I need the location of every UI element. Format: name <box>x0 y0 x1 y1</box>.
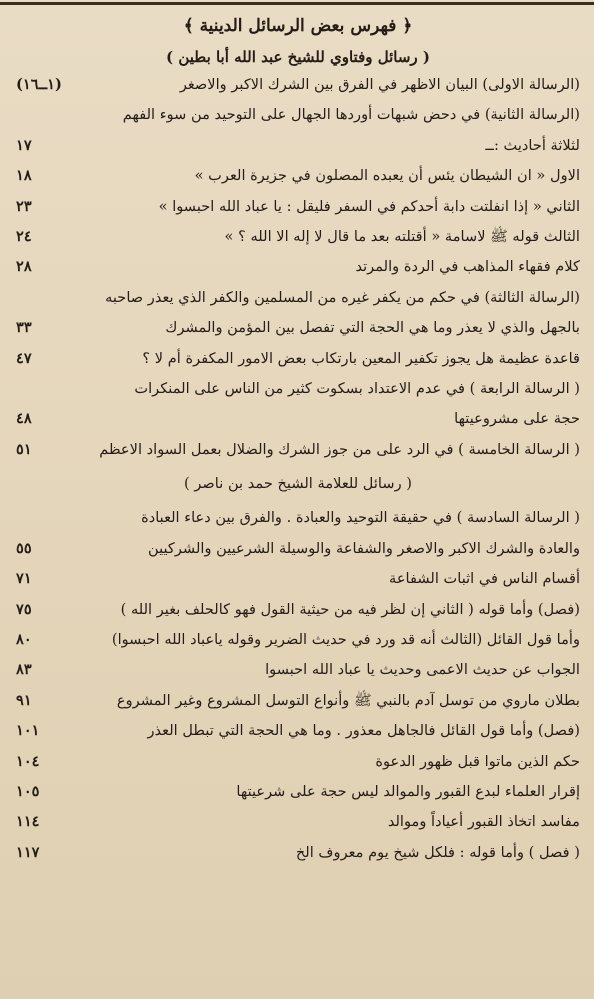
entry-page-number: ٣٣ <box>16 319 32 337</box>
list-item <box>16 100 580 130</box>
entries-list-part1 <box>16 70 580 465</box>
list-item <box>16 374 580 404</box>
list-item <box>16 252 580 282</box>
entry-page-number: ٨٣ <box>16 661 32 679</box>
list-item <box>16 435 580 465</box>
entry-title: (الرسالة الثانية) في دحض شبهات أوردها الجهال على التوحيد من سوء الفهم <box>122 106 580 124</box>
list-item <box>16 686 580 716</box>
entry-page-number: ٨٠ <box>16 631 32 649</box>
entry-title: الجواب عن حديث الاعمى وحديث يا عباد الله احبسوا <box>265 661 580 679</box>
list-item <box>16 777 580 807</box>
list-item <box>16 70 580 100</box>
entry-title: ( فصل ) وأما قوله : فلكل شيخ يوم معروف الخ <box>295 843 580 861</box>
list-item <box>16 564 580 594</box>
entry-page-number: ٩١ <box>16 691 32 709</box>
list-item <box>16 503 580 533</box>
page-subtitle: ( رسائل وفتاوي للشيخ عبد الله أبا بطين ) <box>166 48 430 66</box>
entry-title: أقسام الناس في اثبات الشفاعة <box>389 570 580 588</box>
entry-page-number: ١٨ <box>16 167 32 185</box>
entry-page-number: ٢٤ <box>16 227 32 245</box>
entry-page-number: ١١٤ <box>16 813 40 831</box>
entry-page-number: ١٠١ <box>16 722 40 740</box>
list-item <box>16 747 580 777</box>
list-item <box>16 534 580 564</box>
top-border-rule <box>0 2 594 5</box>
list-item <box>16 625 580 655</box>
entry-title: الاول « ان الشيطان يئس أن يعبده المصلون في جزيرة العرب » <box>194 167 580 185</box>
list-item <box>16 131 580 161</box>
list-item <box>16 404 580 434</box>
entry-page-number: ٧١ <box>16 570 32 588</box>
list-item <box>16 222 580 252</box>
entry-title: قاعدة عظيمة هل يجوز تكفير المعين بارتكاب بعض الامور المكفرة أم لا ؟ <box>142 349 580 367</box>
entry-title: ( الرسالة الرابعة ) في عدم الاعتداد بسكوت كثير من الناس على المنكرات <box>134 379 580 397</box>
entry-title: حكم الذين ماتوا قبل ظهور الدعوة <box>375 752 580 770</box>
entry-title: مفاسد اتخاذ القبور أعياداً وموالد <box>387 813 580 831</box>
entry-page-number: ٥١ <box>16 440 32 458</box>
entry-title: (فصل) وأما قوله ( الثاني إن لظر فيه من حيثية القول فهو كالحلف بغير الله ) <box>120 600 580 618</box>
entry-title: لثلاثة أحاديث :ــ <box>485 136 580 154</box>
entry-title: الثاني « إذا انفلتت دابة أحدكم في السفر فليقل : يا عباد الله احبسوا » <box>158 197 580 215</box>
entry-title: ( الرسالة السادسة ) في حقيقة التوحيد والعبادة . والفرق بين دعاء العبادة <box>141 509 580 527</box>
entry-title: كلام فقهاء المذاهب في الردة والمرتد <box>355 258 580 276</box>
list-item <box>16 655 580 685</box>
entry-page-number: ٤٨ <box>16 410 32 428</box>
list-item <box>16 595 580 625</box>
entry-title: (الرسالة الثالثة) في حكم من يكفر غيره من المسلمين والكفر الذي يعذر صاحبه <box>105 288 580 306</box>
list-item <box>16 807 580 837</box>
entry-title: ( الرسالة الخامسة ) في الرد على من جوز الشرك والضلال بعمل السواد الاعظم <box>99 440 580 458</box>
entry-title: حجة على مشروعيتها <box>454 410 580 428</box>
entry-title: (فصل) وأما قول القائل فالجاهل معذور . وما هي الحجة التي تبطل العذر <box>147 722 580 740</box>
entry-title: بالجهل والذي لا يعذر وما هي الحجة التي تفصل بين المؤمن والمشرك <box>165 319 580 337</box>
list-item <box>16 192 580 222</box>
page-title: ﴿ فهرس بعض الرسائل الدينية ﴾ <box>183 16 413 36</box>
entry-page-number: (١ــ١٦) <box>16 76 62 93</box>
entry-page-number: ٧٥ <box>16 600 32 618</box>
entry-title: والعادة والشرك الاكبر والاصغر والشفاعة والوسيلة الشرعيين والشركيين <box>148 539 580 557</box>
entry-title: وأما قول القائل (الثالث أنه قد ورد في حديث الضرير وقوله ياعباد الله احبسوا) <box>111 631 580 649</box>
entry-title: إقرار العلماء لبدع القبور والموالد ليس حجة على شرعيتها <box>236 782 580 800</box>
section-heading: ( رسائل للعلامة الشيخ حمد بن ناصر ) <box>184 475 412 493</box>
entry-title: بطلان ماروي من توسل آدم بالنبي ﷺ وأنواع التوسل المشروع وغير المشروع <box>116 691 580 709</box>
entry-title: (الرسالة الاولى) البيان الاظهر في الفرق بين الشرك الاكبر والاصغر <box>179 76 580 93</box>
entry-page-number: ٢٨ <box>16 258 32 276</box>
entry-page-number: ٤٧ <box>16 349 32 367</box>
entries-list-part2 <box>16 503 580 868</box>
list-item <box>16 283 580 313</box>
entry-page-number: ٥٥ <box>16 539 32 557</box>
entry-page-number: ١٧ <box>16 136 32 154</box>
entry-page-number: ٢٣ <box>16 197 32 215</box>
list-item <box>16 161 580 191</box>
entry-page-number: ١١٧ <box>16 843 40 861</box>
entry-page-number: ١٠٤ <box>16 752 40 770</box>
list-item <box>16 313 580 343</box>
list-item <box>16 716 580 746</box>
list-item <box>16 838 580 868</box>
list-item <box>16 344 580 374</box>
entry-title: الثالث قوله ﷺ لاسامة « أقتلته بعد ما قال لا إله الا الله ؟ » <box>224 227 580 245</box>
entry-page-number: ١٠٥ <box>16 782 40 800</box>
